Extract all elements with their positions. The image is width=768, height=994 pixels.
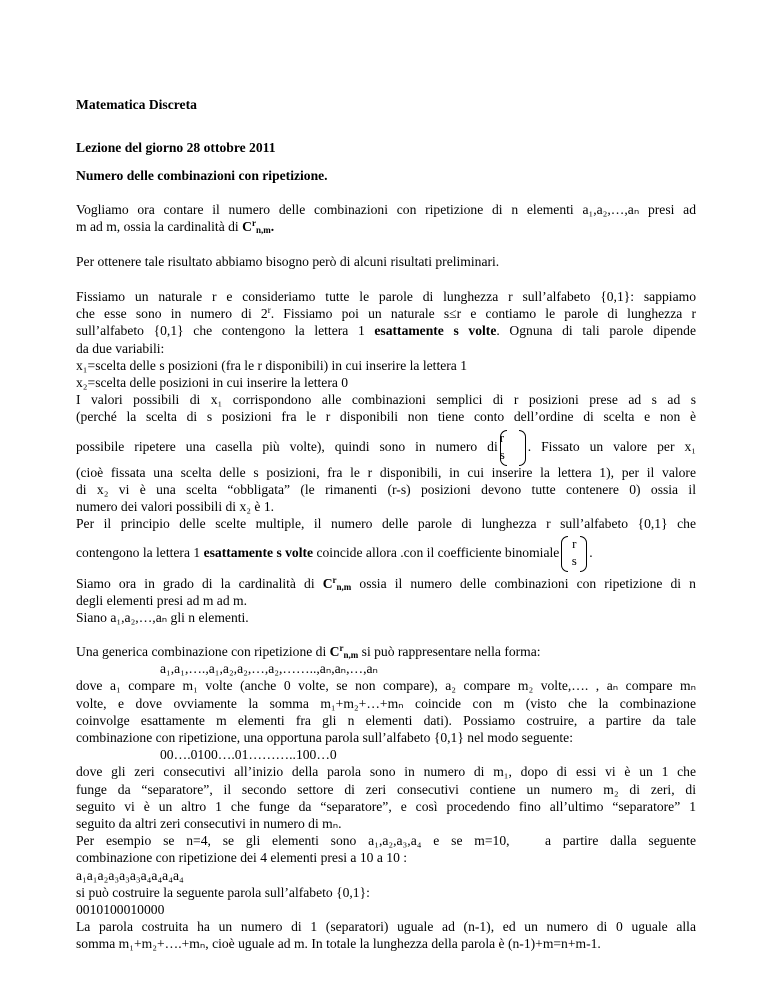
preliminary-note: Per ottenere tale risultato abbiamo bisogno però di alcuni risultati preliminari. <box>76 254 500 269</box>
text-line: Siano a₁,a₂,…,aₙ gli n elementi. <box>76 610 249 626</box>
text-line: seguito vi è un altro 1 che funge da “separatore”, e così procedendo fino all’ultimo “separatore” 1 <box>76 798 696 814</box>
text-line: Siamo ora in grado di la cardinalità di $C^r_{n,m}$ ossia il numero delle combinazioni con ripetizione di n <box>76 575 696 592</box>
binomial-coefficient: r s <box>561 536 587 570</box>
text-line: Una generica combinazione con ripetizione di $C^r_{n,m}$ si può rappresentare nella forma: <box>76 643 541 660</box>
text-line: combinazione con ripetizione dei 4 elementi presi a 10 a 10 : <box>76 850 408 866</box>
text-line: Per il principio delle scelte multiple, il numero delle parole di lunghezza r sull’alfabeto {0,1} che <box>76 516 696 532</box>
intro-paragraph <box>76 201 696 235</box>
text-line: seguito da altri zeri consecutivi in numero di mₙ. <box>76 816 342 832</box>
example-word: 0010100010000 <box>76 902 165 918</box>
example-combination: a₁a₁a₂a₃a₃a₃a₄a₄a₄a₄ <box>76 867 184 883</box>
text-line: numero dei valori possibili di x₂ è 1. <box>76 499 275 515</box>
text-line: I valori possibili di x₁ corrispondono alle combinazioni semplici di r posizioni prese ad s ad s <box>76 392 696 408</box>
text-line: Per esempio se n=4, se gli elementi sono a₁,a₂,a₃,a₄ e se m=10, a partire dalla seguente <box>76 833 696 849</box>
binary-word-form: 00….0100….01………..100…0 <box>160 747 337 763</box>
intro-line: m ad m, ossia la cardinalità di $C^r_{n,m}$. <box>76 218 275 236</box>
intro-line: Vogliamo ora contare il numero delle combinazioni con ripetizione di n elementi a₁,a₂,…,aₙ presi ad <box>76 202 696 217</box>
text-line: si può costruire la seguente parola sull’alfabeto {0,1}: <box>76 884 370 900</box>
text-line: (cioè fissata una scelta delle s posizioni, fra le r disponibili, in cui inserire la lettera 1), per il valore <box>76 464 696 480</box>
paragraph-cardinality <box>76 575 696 627</box>
text-line-binomial: contengono la lettera 1 esattamente s volte coincide allora .con il coefficiente binomiale r s . <box>76 536 696 570</box>
text-line: combinazione con ripetizione, una opportuna parola sull’alfabeto {0,1} nel modo seguente: <box>76 730 573 746</box>
text-line: funge da “separatore”, il secondo settore di zeri consecutivi contiene un numero m₂ di zeri, di <box>76 781 696 797</box>
text-line: da due variabili: <box>76 340 165 356</box>
text-line: Fissiamo un naturale r e consideriamo tutte le parole di lunghezza r sull’alfabeto {0,1}: sappiamo <box>76 289 696 304</box>
paragraph-words <box>76 288 696 570</box>
section-title: Numero delle combinazioni con ripetizione. <box>76 168 328 183</box>
text-line: di x₂ vi è una scelta “obbligata” (le rimanenti (r-s) posizioni devono tutte contenere 0) ossia il <box>76 481 696 497</box>
text-line: (perché la scelta di s posizioni fra le r disponibili non tiene conto dell’ordine di scelta e non è <box>76 409 696 425</box>
text-line: dove a₁ compare m₁ volte (anche 0 volte, se non compare), a₂ compare m₂ volte,…. , aₙ compare mₙ <box>76 678 696 694</box>
text-line: che esse sono in numero di 2$^r$. Fissiamo poi un naturale s≤r e contiamo le parole di lunghezza r <box>76 305 696 322</box>
text-line-binomial: possibile ripetere una casella più volte), quindi sono in numero di r s . Fissato un valore per x₁ <box>76 430 696 464</box>
combination-form: a₁,a₁,….,a₁,a₂,a₂,…,a₂,……..,aₙ,aₙ,…,aₙ <box>160 661 378 677</box>
text-line: dove gli zeri consecutivi all’inizio della parola sono in numero di m₁, dopo di essi vi è un 1 che <box>76 764 696 780</box>
binomial-coefficient: r s <box>500 430 526 464</box>
text-line: x₁=scelta delle s posizioni (fra le r disponibili) in cui inserire la lettera 1 <box>76 357 468 373</box>
lesson-date: Lezione del giorno 28 ottobre 2011 <box>76 140 276 155</box>
course-title: Matematica Discreta <box>76 97 197 112</box>
text-line: degli elementi presi ad m ad m. <box>76 593 248 609</box>
text-line: coinvolge esattamente m elementi fra gli n elementi dati). Possiamo costruire, a partire da tale <box>76 712 696 728</box>
text-line: La parola costruita ha un numero di 1 (separatori) uguale ad (n-1), ed un numero di 0 uguale alla <box>76 919 696 935</box>
text-line: sull’alfabeto {0,1} che contengono la lettera 1 esattamente s volte. Ognuna di tali parole dipende <box>76 323 696 339</box>
text-line: somma m₁+m₂+….+mₙ, cioè uguale ad m. In totale la lunghezza della parola è (n-1)+m=n+m-1. <box>76 936 601 952</box>
text-line: x₂=scelta delle posizioni in cui inserire la lettera 0 <box>76 375 349 391</box>
paragraph-encoding <box>76 643 696 953</box>
text-line: volte, e dove ovviamente la somma m₁+m₂+…+mₙ coincide con m (visto che la combinazione <box>76 695 696 711</box>
